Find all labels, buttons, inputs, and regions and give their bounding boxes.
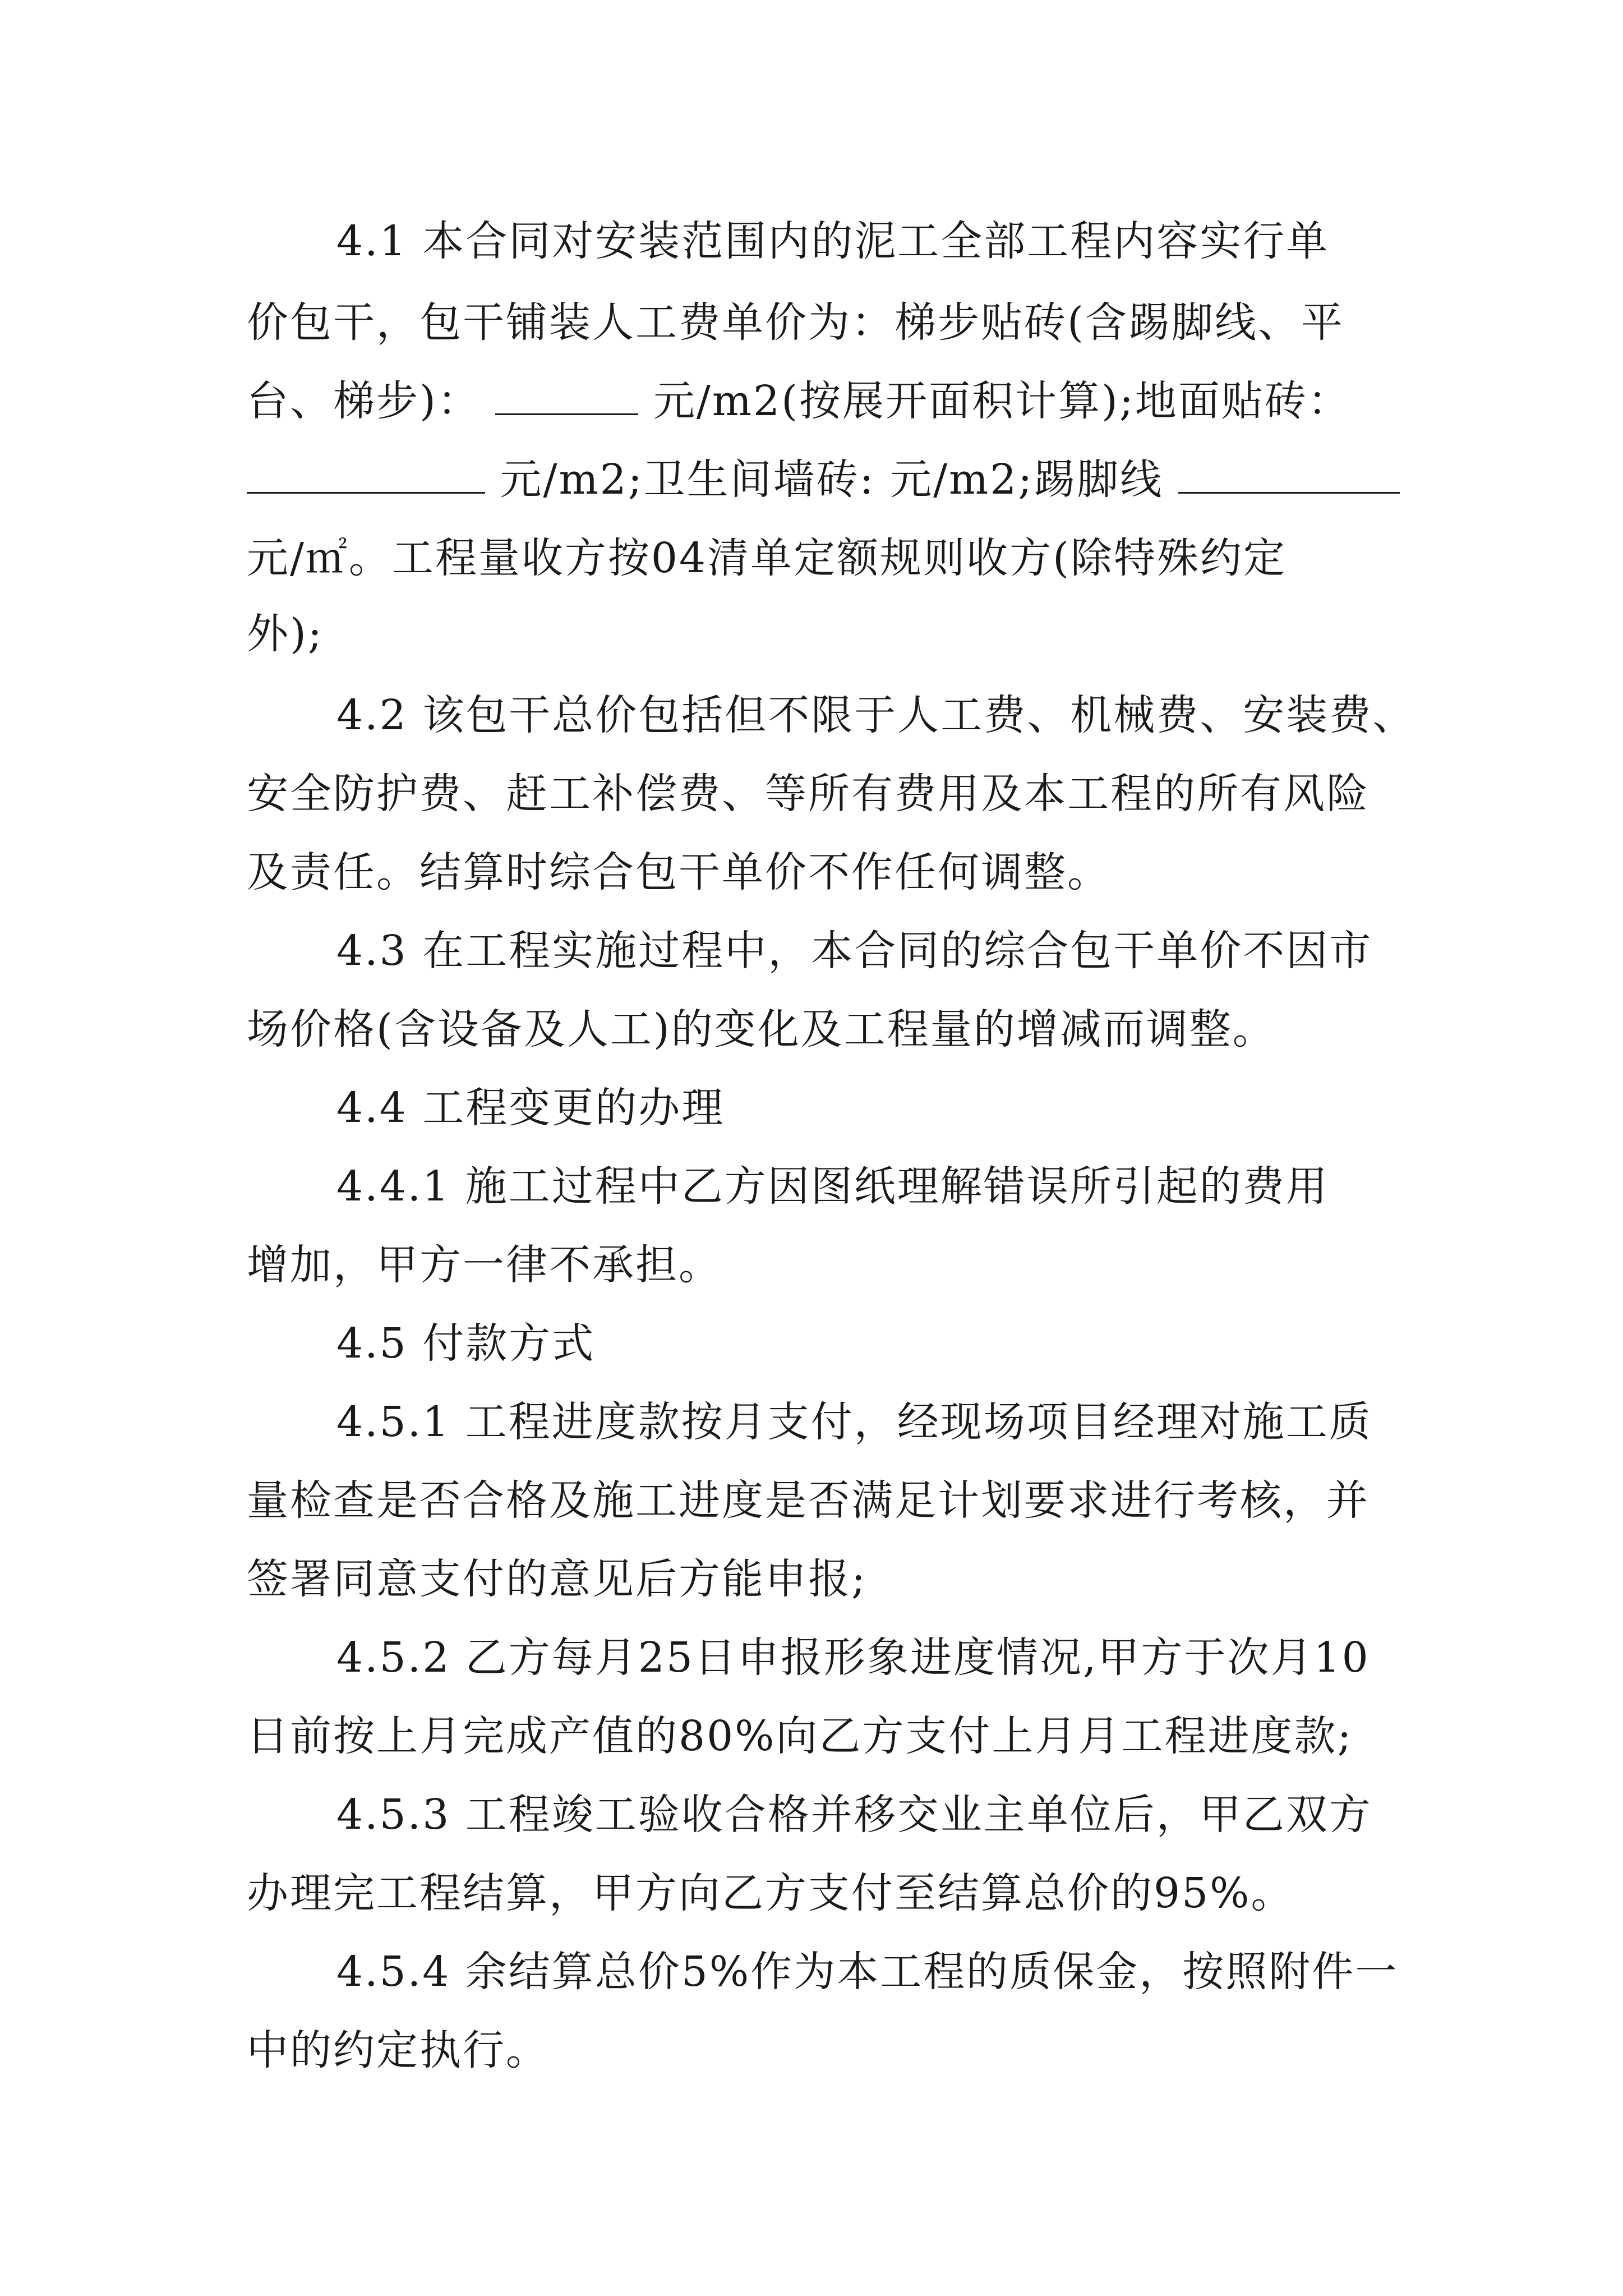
clause-4-1-line-4 [247, 452, 1400, 508]
clause-4-5-4-line-1: 4.5.4 余结算总价5%作为本工程的质保金，按照附件一 [336, 1948, 1399, 1996]
fill-in-blank [1178, 457, 1400, 494]
clause-4-2-line-1: 4.2 该包干总价包括但不限于人工费、机械费、安装费、 [336, 691, 1416, 739]
clause-4-5-3-line-1: 4.5.3 工程竣工验收合格并移交业主单位后，甲乙双方 [336, 1791, 1372, 1839]
clause-4-4-1-line-2: 增加，甲方一律不承担。 [247, 1241, 722, 1289]
clause-4-5-1-line-1: 4.5.1 工程进度款按月支付，经现场项目经理对施工质 [336, 1398, 1372, 1446]
clause-4-2-line-2: 安全防护费、赶工补偿费、等所有费用及本工程的所有风险 [247, 770, 1370, 818]
clause-4-2-line-3: 及责任。结算时综合包干单价不作任何调整。 [247, 848, 1110, 896]
fill-in-blank [495, 379, 638, 415]
clause-4-1-line-3 [247, 373, 1351, 429]
clause-4-4-heading: 4.4 工程变更的办理 [336, 1084, 725, 1132]
clause-4-4-1-line-1: 4.4.1 施工过程中乙方因图纸理解错误所引起的费用 [336, 1162, 1329, 1211]
clause-4-5-4-line-2: 中的约定执行。 [247, 2026, 549, 2074]
clause-4-1-line-5: 元/㎡。工程量收方按04清单定额规则收方(除特殊约定 [247, 534, 1287, 582]
clause-4-5-2-line-1: 4.5.2 乙方每月25日申报形象进度情况,甲方于次月10 [336, 1634, 1370, 1682]
clause-4-1-line-3-text-a: 台、梯步)： [247, 377, 481, 425]
clause-4-1-line-3-text-b: 元/m2(按展开面积计算);地面贴砖： [653, 377, 1351, 425]
clause-4-3-line-2: 场价格(含设备及人工)的变化及工程量的增减而调整。 [247, 1005, 1276, 1053]
clause-4-1-line-1: 4.1 本合同对安装范围内的泥工全部工程内容实行单 [336, 217, 1330, 265]
clause-4-5-2-line-2: 日前按上月完成产值的80%向乙方支付上月月工程进度款; [247, 1712, 1353, 1760]
clause-4-1-line-4-text-a: 元/m2;卫生间墙砖: 元/m2;踢脚线 [500, 455, 1164, 504]
clause-4-3-line-1: 4.3 在工程实施过程中，本合同的综合包干单价不因市 [336, 927, 1373, 975]
clause-4-5-3-line-2: 办理完工程结算，甲方向乙方支付至结算总价的95%。 [247, 1869, 1294, 1917]
clause-4-5-1-line-2: 量检查是否合格及施工进度是否满足计划要求进行考核，并 [247, 1476, 1370, 1525]
clause-4-5-1-line-3: 签署同意支付的意见后方能申报; [247, 1555, 867, 1603]
clause-4-1-line-6: 外); [247, 610, 324, 658]
clause-4-1-line-2: 价包干，包干铺装人工费单价为：梯步贴砖(含踢脚线、平 [247, 298, 1344, 347]
fill-in-blank [247, 457, 485, 494]
clause-4-5-heading: 4.5 付款方式 [336, 1319, 596, 1368]
